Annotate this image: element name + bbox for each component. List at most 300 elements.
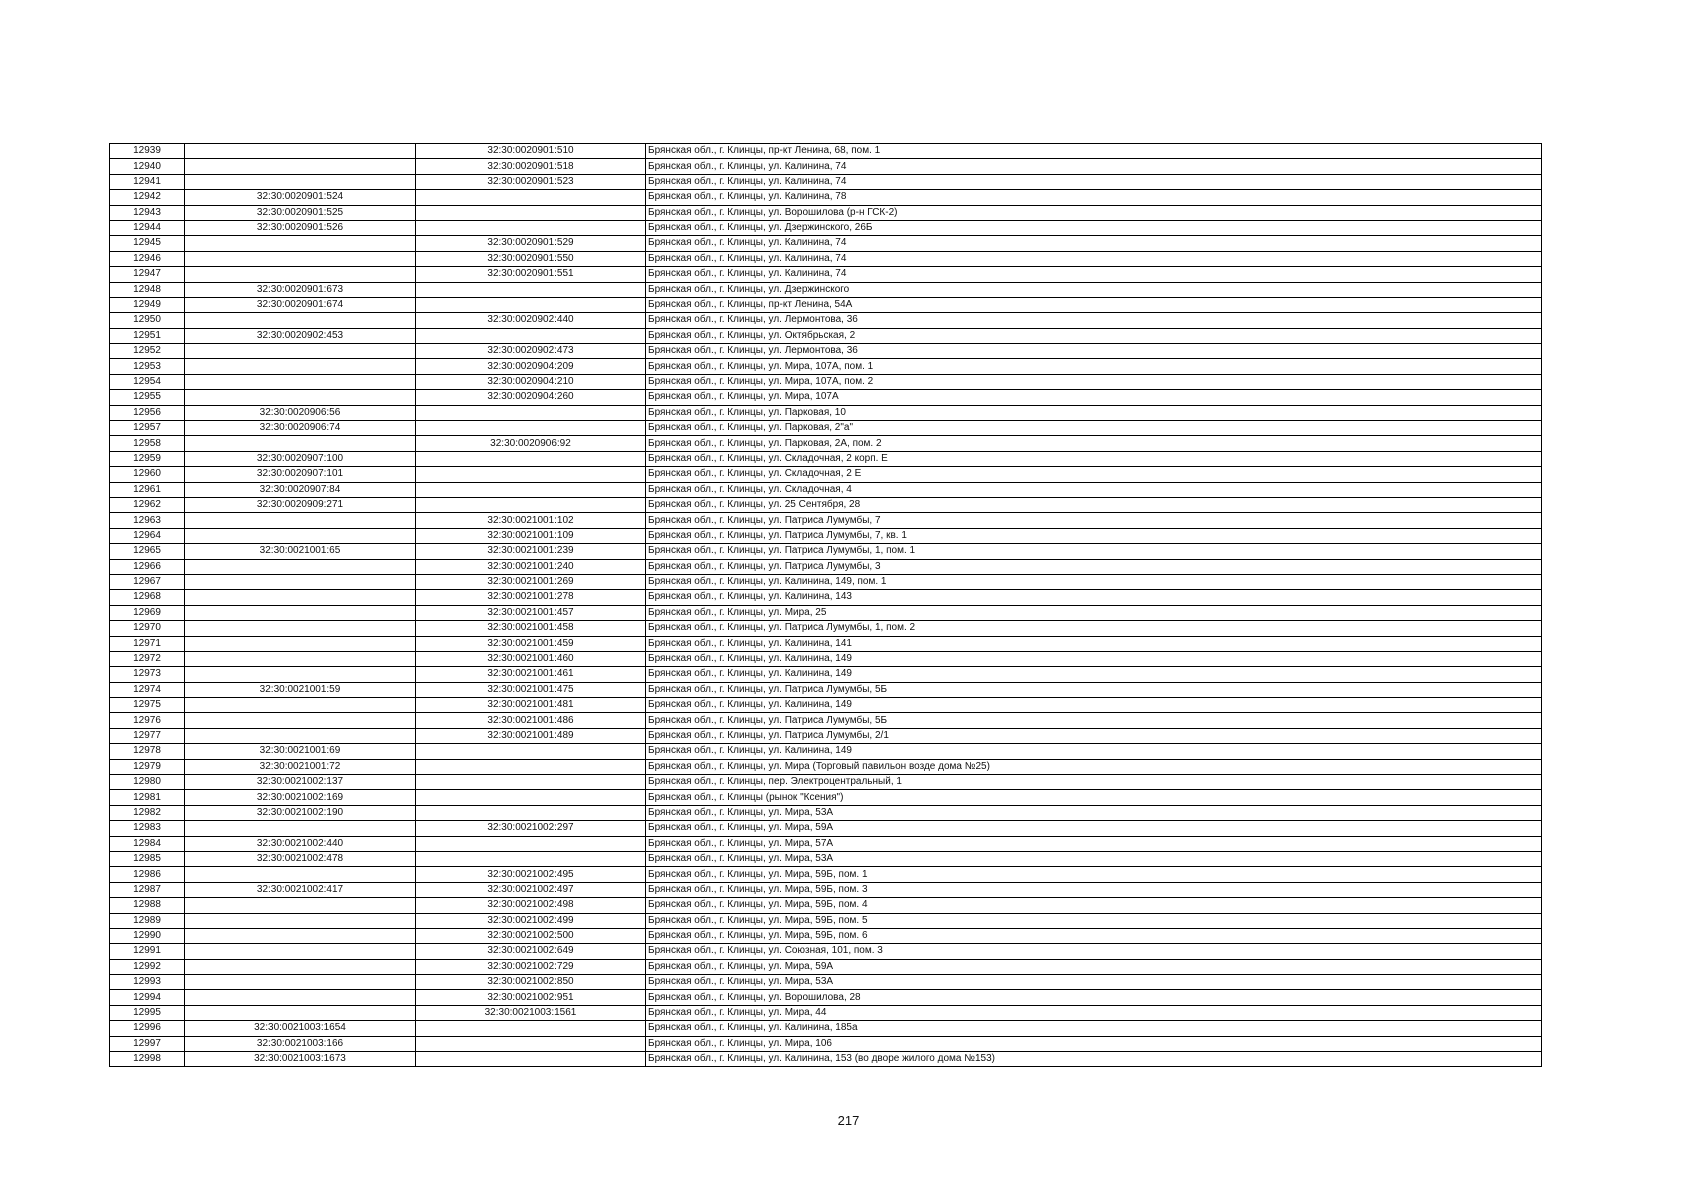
building-cadastral-number-cell: 32:30:0021001:457 bbox=[416, 605, 646, 620]
table-row bbox=[110, 528, 1542, 543]
table-row bbox=[110, 174, 1542, 189]
land-cadastral-number-cell bbox=[185, 728, 416, 743]
building-cadastral-number-cell bbox=[416, 497, 646, 512]
land-cadastral-number-cell: 32:30:0021002:169 bbox=[185, 790, 416, 805]
table-row bbox=[110, 1036, 1542, 1051]
land-cadastral-number-cell bbox=[185, 159, 416, 174]
land-cadastral-number-cell: 32:30:0021003:1673 bbox=[185, 1052, 416, 1067]
address-cell: Брянская обл., г. Клинцы, ул. Мира, 59А bbox=[646, 959, 1542, 974]
land-cadastral-number-cell bbox=[185, 267, 416, 282]
address-cell: Брянская обл., г. Клинцы, ул. Лермонтова, 36 bbox=[646, 344, 1542, 359]
building-cadastral-number-cell bbox=[416, 1021, 646, 1036]
building-cadastral-number-cell: 32:30:0020901:510 bbox=[416, 144, 646, 159]
building-cadastral-number-cell bbox=[416, 1036, 646, 1051]
building-cadastral-number-cell bbox=[416, 759, 646, 774]
address-cell: Брянская обл., г. Клинцы, ул. Патриса Лумумбы, 2/1 bbox=[646, 728, 1542, 743]
row-number-cell: 12997 bbox=[110, 1036, 185, 1051]
address-cell: Брянская обл., г. Клинцы, ул. Калинина, 74 bbox=[646, 267, 1542, 282]
table-row bbox=[110, 882, 1542, 897]
land-cadastral-number-cell bbox=[185, 667, 416, 682]
land-cadastral-number-cell bbox=[185, 698, 416, 713]
table-row bbox=[110, 590, 1542, 605]
address-cell: Брянская обл., г. Клинцы, ул. Мира, 53А bbox=[646, 805, 1542, 820]
land-cadastral-number-cell: 32:30:0020907:100 bbox=[185, 451, 416, 466]
address-cell: Брянская обл., г. Клинцы, ул. Калинина, 185а bbox=[646, 1021, 1542, 1036]
address-cell: Брянская обл., г. Клинцы, ул. Патриса Лумумбы, 5Б bbox=[646, 682, 1542, 697]
building-cadastral-number-cell bbox=[416, 467, 646, 482]
table-row bbox=[110, 374, 1542, 389]
building-cadastral-number-cell bbox=[416, 836, 646, 851]
row-number-cell: 12989 bbox=[110, 913, 185, 928]
building-cadastral-number-cell: 32:30:0021001:458 bbox=[416, 621, 646, 636]
building-cadastral-number-cell bbox=[416, 205, 646, 220]
address-cell: Брянская обл., г. Клинцы (рынок "Ксения") bbox=[646, 790, 1542, 805]
row-number-cell: 12983 bbox=[110, 821, 185, 836]
building-cadastral-number-cell: 32:30:0020901:550 bbox=[416, 251, 646, 266]
building-cadastral-number-cell: 32:30:0021001:269 bbox=[416, 574, 646, 589]
land-cadastral-number-cell: 32:30:0021003:1654 bbox=[185, 1021, 416, 1036]
row-number-cell: 12971 bbox=[110, 636, 185, 651]
building-cadastral-number-cell bbox=[416, 282, 646, 297]
land-cadastral-number-cell: 32:30:0020907:84 bbox=[185, 482, 416, 497]
land-cadastral-number-cell bbox=[185, 313, 416, 328]
building-cadastral-number-cell bbox=[416, 405, 646, 420]
address-cell: Брянская обл., г. Клинцы, ул. Калинина, 74 bbox=[646, 159, 1542, 174]
address-cell: Брянская обл., г. Клинцы, ул. Патриса Лумумбы, 1, пом. 1 bbox=[646, 544, 1542, 559]
building-cadastral-number-cell: 32:30:0021001:486 bbox=[416, 713, 646, 728]
table-row bbox=[110, 975, 1542, 990]
table-row bbox=[110, 497, 1542, 512]
land-cadastral-number-cell: 32:30:0021002:417 bbox=[185, 882, 416, 897]
building-cadastral-number-cell bbox=[416, 744, 646, 759]
address-cell: Брянская обл., г. Клинцы, ул. Мира, 59Б, пом. 3 bbox=[646, 882, 1542, 897]
land-cadastral-number-cell bbox=[185, 913, 416, 928]
land-cadastral-number-cell: 32:30:0021001:69 bbox=[185, 744, 416, 759]
row-number-cell: 12994 bbox=[110, 990, 185, 1005]
address-cell: Брянская обл., г. Клинцы, ул. Союзная, 101, пом. 3 bbox=[646, 944, 1542, 959]
table-row bbox=[110, 867, 1542, 882]
building-cadastral-number-cell: 32:30:0021002:499 bbox=[416, 913, 646, 928]
land-cadastral-number-cell bbox=[185, 574, 416, 589]
address-cell: Брянская обл., г. Клинцы, ул. Мира, 107А, пом. 2 bbox=[646, 374, 1542, 389]
building-cadastral-number-cell: 32:30:0021001:240 bbox=[416, 559, 646, 574]
row-number-cell: 12987 bbox=[110, 882, 185, 897]
table-row bbox=[110, 559, 1542, 574]
building-cadastral-number-cell: 32:30:0020901:518 bbox=[416, 159, 646, 174]
land-cadastral-number-cell bbox=[185, 436, 416, 451]
table-row bbox=[110, 421, 1542, 436]
row-number-cell: 12940 bbox=[110, 159, 185, 174]
land-cadastral-number-cell bbox=[185, 821, 416, 836]
land-cadastral-number-cell: 32:30:0021003:166 bbox=[185, 1036, 416, 1051]
building-cadastral-number-cell bbox=[416, 220, 646, 235]
row-number-cell: 12951 bbox=[110, 328, 185, 343]
land-cadastral-number-cell bbox=[185, 251, 416, 266]
table-row bbox=[110, 467, 1542, 482]
building-cadastral-number-cell: 32:30:0021001:459 bbox=[416, 636, 646, 651]
row-number-cell: 12958 bbox=[110, 436, 185, 451]
table-row bbox=[110, 667, 1542, 682]
row-number-cell: 12978 bbox=[110, 744, 185, 759]
address-cell: Брянская обл., г. Клинцы, пр-кт Ленина, 54А bbox=[646, 297, 1542, 312]
building-cadastral-number-cell bbox=[416, 421, 646, 436]
address-cell: Брянская обл., г. Клинцы, ул. Мира, 44 bbox=[646, 1005, 1542, 1020]
land-cadastral-number-cell bbox=[185, 374, 416, 389]
table-row bbox=[110, 744, 1542, 759]
address-cell: Брянская обл., г. Клинцы, ул. Калинина, 149 bbox=[646, 744, 1542, 759]
land-cadastral-number-cell bbox=[185, 959, 416, 974]
land-cadastral-number-cell: 32:30:0021002:440 bbox=[185, 836, 416, 851]
table-row bbox=[110, 482, 1542, 497]
address-cell: Брянская обл., г. Клинцы, ул. Калинина, 74 bbox=[646, 251, 1542, 266]
land-cadastral-number-cell bbox=[185, 513, 416, 528]
row-number-cell: 12953 bbox=[110, 359, 185, 374]
table-row bbox=[110, 1005, 1542, 1020]
table-row bbox=[110, 282, 1542, 297]
land-cadastral-number-cell bbox=[185, 975, 416, 990]
table-row bbox=[110, 959, 1542, 974]
row-number-cell: 12980 bbox=[110, 775, 185, 790]
address-cell: Брянская обл., г. Клинцы, ул. Калинина, 149 bbox=[646, 651, 1542, 666]
address-cell: Брянская обл., г. Клинцы, ул. Лермонтова, 36 bbox=[646, 313, 1542, 328]
table-row bbox=[110, 605, 1542, 620]
address-cell: Брянская обл., г. Клинцы, ул. Дзержинского bbox=[646, 282, 1542, 297]
row-number-cell: 12954 bbox=[110, 374, 185, 389]
land-cadastral-number-cell: 32:30:0020906:74 bbox=[185, 421, 416, 436]
row-number-cell: 12996 bbox=[110, 1021, 185, 1036]
row-number-cell: 12977 bbox=[110, 728, 185, 743]
land-cadastral-number-cell: 32:30:0021001:65 bbox=[185, 544, 416, 559]
row-number-cell: 12962 bbox=[110, 497, 185, 512]
registry-table bbox=[109, 143, 1542, 1067]
row-number-cell: 12969 bbox=[110, 605, 185, 620]
land-cadastral-number-cell bbox=[185, 867, 416, 882]
address-cell: Брянская обл., г. Клинцы, ул. Патриса Лумумбы, 7 bbox=[646, 513, 1542, 528]
building-cadastral-number-cell bbox=[416, 851, 646, 866]
table-row bbox=[110, 898, 1542, 913]
address-cell: Брянская обл., г. Клинцы, ул. Калинина, 153 (во дворе жилого дома №153) bbox=[646, 1052, 1542, 1067]
table-row bbox=[110, 328, 1542, 343]
land-cadastral-number-cell bbox=[185, 174, 416, 189]
table-row bbox=[110, 651, 1542, 666]
row-number-cell: 12959 bbox=[110, 451, 185, 466]
table-row bbox=[110, 297, 1542, 312]
table-row bbox=[110, 574, 1542, 589]
land-cadastral-number-cell: 32:30:0021001:59 bbox=[185, 682, 416, 697]
building-cadastral-number-cell: 32:30:0021002:850 bbox=[416, 975, 646, 990]
land-cadastral-number-cell bbox=[185, 590, 416, 605]
row-number-cell: 12967 bbox=[110, 574, 185, 589]
row-number-cell: 12943 bbox=[110, 205, 185, 220]
table-row bbox=[110, 513, 1542, 528]
building-cadastral-number-cell: 32:30:0020904:210 bbox=[416, 374, 646, 389]
row-number-cell: 12961 bbox=[110, 482, 185, 497]
address-cell: Брянская обл., г. Клинцы, ул. Калинина, 149, пом. 1 bbox=[646, 574, 1542, 589]
land-cadastral-number-cell: 32:30:0020906:56 bbox=[185, 405, 416, 420]
address-cell: Брянская обл., г. Клинцы, ул. Мира, 59Б, пом. 4 bbox=[646, 898, 1542, 913]
building-cadastral-number-cell: 32:30:0021002:297 bbox=[416, 821, 646, 836]
row-number-cell: 12952 bbox=[110, 344, 185, 359]
address-cell: Брянская обл., г. Клинцы, ул. Мира, 59Б, пом. 1 bbox=[646, 867, 1542, 882]
building-cadastral-number-cell: 32:30:0021001:278 bbox=[416, 590, 646, 605]
building-cadastral-number-cell: 32:30:0021002:649 bbox=[416, 944, 646, 959]
land-cadastral-number-cell bbox=[185, 713, 416, 728]
building-cadastral-number-cell: 32:30:0020904:209 bbox=[416, 359, 646, 374]
land-cadastral-number-cell: 32:30:0020901:673 bbox=[185, 282, 416, 297]
land-cadastral-number-cell bbox=[185, 621, 416, 636]
table-row bbox=[110, 790, 1542, 805]
land-cadastral-number-cell: 32:30:0020901:526 bbox=[185, 220, 416, 235]
land-cadastral-number-cell: 32:30:0020909:271 bbox=[185, 497, 416, 512]
row-number-cell: 12946 bbox=[110, 251, 185, 266]
table-row bbox=[110, 267, 1542, 282]
address-cell: Брянская обл., г. Клинцы, пр-кт Ленина, 68, пом. 1 bbox=[646, 144, 1542, 159]
building-cadastral-number-cell: 32:30:0020901:551 bbox=[416, 267, 646, 282]
address-cell: Брянская обл., г. Клинцы, ул. Калинина, 149 bbox=[646, 667, 1542, 682]
building-cadastral-number-cell: 32:30:0020902:473 bbox=[416, 344, 646, 359]
page-number: 217 bbox=[837, 1113, 860, 1128]
row-number-cell: 12957 bbox=[110, 421, 185, 436]
row-number-cell: 12955 bbox=[110, 390, 185, 405]
row-number-cell: 12991 bbox=[110, 944, 185, 959]
building-cadastral-number-cell: 32:30:0021001:109 bbox=[416, 528, 646, 543]
table-row bbox=[110, 1021, 1542, 1036]
table-row bbox=[110, 944, 1542, 959]
address-cell: Брянская обл., г. Клинцы, ул. Мира, 106 bbox=[646, 1036, 1542, 1051]
land-cadastral-number-cell bbox=[185, 144, 416, 159]
table-row bbox=[110, 190, 1542, 205]
address-cell: Брянская обл., г. Клинцы, ул. Октябрьская, 2 bbox=[646, 328, 1542, 343]
address-cell: Брянская обл., г. Клинцы, ул. Парковая, 2А, пом. 2 bbox=[646, 436, 1542, 451]
row-number-cell: 12956 bbox=[110, 405, 185, 420]
table-row bbox=[110, 621, 1542, 636]
row-number-cell: 12984 bbox=[110, 836, 185, 851]
land-cadastral-number-cell bbox=[185, 944, 416, 959]
address-cell: Брянская обл., г. Клинцы, ул. Мира (Торговый павильон возде дома №25) bbox=[646, 759, 1542, 774]
row-number-cell: 12964 bbox=[110, 528, 185, 543]
address-cell: Брянская обл., г. Клинцы, ул. Складочная, 2 Е bbox=[646, 467, 1542, 482]
land-cadastral-number-cell bbox=[185, 390, 416, 405]
table-row bbox=[110, 159, 1542, 174]
address-cell: Брянская обл., г. Клинцы, ул. Калинина, 78 bbox=[646, 190, 1542, 205]
row-number-cell: 12965 bbox=[110, 544, 185, 559]
address-cell: Брянская обл., г. Клинцы, ул. Парковая, 2"а" bbox=[646, 421, 1542, 436]
row-number-cell: 12979 bbox=[110, 759, 185, 774]
land-cadastral-number-cell bbox=[185, 928, 416, 943]
building-cadastral-number-cell bbox=[416, 790, 646, 805]
address-cell: Брянская обл., г. Клинцы, ул. Мира, 59Б, пом. 5 bbox=[646, 913, 1542, 928]
table-row bbox=[110, 636, 1542, 651]
row-number-cell: 12972 bbox=[110, 651, 185, 666]
row-number-cell: 12995 bbox=[110, 1005, 185, 1020]
building-cadastral-number-cell: 32:30:0021002:495 bbox=[416, 867, 646, 882]
row-number-cell: 12981 bbox=[110, 790, 185, 805]
land-cadastral-number-cell bbox=[185, 898, 416, 913]
address-cell: Брянская обл., г. Клинцы, ул. Патриса Лумумбы, 7, кв. 1 bbox=[646, 528, 1542, 543]
building-cadastral-number-cell: 32:30:0021002:498 bbox=[416, 898, 646, 913]
land-cadastral-number-cell: 32:30:0020901:674 bbox=[185, 297, 416, 312]
table-row bbox=[110, 451, 1542, 466]
row-number-cell: 12950 bbox=[110, 313, 185, 328]
row-number-cell: 12992 bbox=[110, 959, 185, 974]
table-row bbox=[110, 436, 1542, 451]
address-cell: Брянская обл., г. Клинцы, ул. Дзержинского, 26Б bbox=[646, 220, 1542, 235]
table-row bbox=[110, 344, 1542, 359]
land-cadastral-number-cell bbox=[185, 559, 416, 574]
land-cadastral-number-cell: 32:30:0021002:190 bbox=[185, 805, 416, 820]
building-cadastral-number-cell: 32:30:0021001:239 bbox=[416, 544, 646, 559]
table-row bbox=[110, 405, 1542, 420]
row-number-cell: 12968 bbox=[110, 590, 185, 605]
building-cadastral-number-cell: 32:30:0021001:461 bbox=[416, 667, 646, 682]
table-row bbox=[110, 251, 1542, 266]
table-row bbox=[110, 544, 1542, 559]
address-cell: Брянская обл., г. Клинцы, ул. 25 Сентября, 28 bbox=[646, 497, 1542, 512]
building-cadastral-number-cell: 32:30:0021001:481 bbox=[416, 698, 646, 713]
building-cadastral-number-cell bbox=[416, 805, 646, 820]
row-number-cell: 12988 bbox=[110, 898, 185, 913]
table-row bbox=[110, 836, 1542, 851]
land-cadastral-number-cell bbox=[185, 344, 416, 359]
row-number-cell: 12960 bbox=[110, 467, 185, 482]
row-number-cell: 12985 bbox=[110, 851, 185, 866]
address-cell: Брянская обл., г. Клинцы, ул. Калинина, 74 bbox=[646, 236, 1542, 251]
address-cell: Брянская обл., г. Клинцы, ул. Калинина, 141 bbox=[646, 636, 1542, 651]
table-row bbox=[110, 713, 1542, 728]
address-cell: Брянская обл., г. Клинцы, ул. Складочная, 4 bbox=[646, 482, 1542, 497]
address-cell: Брянская обл., г. Клинцы, ул. Ворошилова (р-н ГСК-2) bbox=[646, 205, 1542, 220]
row-number-cell: 12976 bbox=[110, 713, 185, 728]
building-cadastral-number-cell: 32:30:0021002:729 bbox=[416, 959, 646, 974]
row-number-cell: 12941 bbox=[110, 174, 185, 189]
row-number-cell: 12939 bbox=[110, 144, 185, 159]
land-cadastral-number-cell: 32:30:0021002:137 bbox=[185, 775, 416, 790]
row-number-cell: 12990 bbox=[110, 928, 185, 943]
address-cell: Брянская обл., г. Клинцы, ул. Патриса Лумумбы, 3 bbox=[646, 559, 1542, 574]
building-cadastral-number-cell: 32:30:0020902:440 bbox=[416, 313, 646, 328]
building-cadastral-number-cell bbox=[416, 775, 646, 790]
table-row bbox=[110, 313, 1542, 328]
address-cell: Брянская обл., г. Клинцы, ул. Мира, 107А, пом. 1 bbox=[646, 359, 1542, 374]
address-cell: Брянская обл., г. Клинцы, ул. Мира, 57А bbox=[646, 836, 1542, 851]
row-number-cell: 12949 bbox=[110, 297, 185, 312]
building-cadastral-number-cell bbox=[416, 190, 646, 205]
table-row bbox=[110, 144, 1542, 159]
row-number-cell: 12970 bbox=[110, 621, 185, 636]
row-number-cell: 12998 bbox=[110, 1052, 185, 1067]
table-row bbox=[110, 390, 1542, 405]
address-cell: Брянская обл., г. Клинцы, ул. Ворошилова, 28 bbox=[646, 990, 1542, 1005]
address-cell: Брянская обл., г. Клинцы, ул. Калинина, 143 bbox=[646, 590, 1542, 605]
land-cadastral-number-cell bbox=[185, 990, 416, 1005]
table-row bbox=[110, 220, 1542, 235]
building-cadastral-number-cell bbox=[416, 451, 646, 466]
row-number-cell: 12982 bbox=[110, 805, 185, 820]
address-cell: Брянская обл., г. Клинцы, ул. Калинина, 74 bbox=[646, 174, 1542, 189]
table-row bbox=[110, 913, 1542, 928]
building-cadastral-number-cell bbox=[416, 482, 646, 497]
building-cadastral-number-cell: 32:30:0020906:92 bbox=[416, 436, 646, 451]
row-number-cell: 12945 bbox=[110, 236, 185, 251]
table-row bbox=[110, 728, 1542, 743]
building-cadastral-number-cell: 32:30:0020904:260 bbox=[416, 390, 646, 405]
table-row bbox=[110, 851, 1542, 866]
building-cadastral-number-cell: 32:30:0021002:500 bbox=[416, 928, 646, 943]
building-cadastral-number-cell: 32:30:0021002:951 bbox=[416, 990, 646, 1005]
building-cadastral-number-cell: 32:30:0021001:489 bbox=[416, 728, 646, 743]
row-number-cell: 12966 bbox=[110, 559, 185, 574]
table-row bbox=[110, 205, 1542, 220]
address-cell: Брянская обл., г. Клинцы, ул. Мира, 59Б, пом. 6 bbox=[646, 928, 1542, 943]
table-row bbox=[110, 759, 1542, 774]
building-cadastral-number-cell: 32:30:0021001:102 bbox=[416, 513, 646, 528]
row-number-cell: 12975 bbox=[110, 698, 185, 713]
building-cadastral-number-cell bbox=[416, 1052, 646, 1067]
land-cadastral-number-cell bbox=[185, 528, 416, 543]
land-cadastral-number-cell bbox=[185, 636, 416, 651]
land-cadastral-number-cell bbox=[185, 651, 416, 666]
row-number-cell: 12948 bbox=[110, 282, 185, 297]
land-cadastral-number-cell: 32:30:0020902:453 bbox=[185, 328, 416, 343]
address-cell: Брянская обл., г. Клинцы, ул. Парковая, 10 bbox=[646, 405, 1542, 420]
table-row bbox=[110, 928, 1542, 943]
row-number-cell: 12986 bbox=[110, 867, 185, 882]
land-cadastral-number-cell bbox=[185, 1005, 416, 1020]
table-row bbox=[110, 990, 1542, 1005]
row-number-cell: 12944 bbox=[110, 220, 185, 235]
table-row bbox=[110, 698, 1542, 713]
registry-table-body bbox=[110, 144, 1542, 1067]
land-cadastral-number-cell: 32:30:0021001:72 bbox=[185, 759, 416, 774]
land-cadastral-number-cell bbox=[185, 359, 416, 374]
address-cell: Брянская обл., г. Клинцы, ул. Мира, 25 bbox=[646, 605, 1542, 620]
row-number-cell: 12942 bbox=[110, 190, 185, 205]
address-cell: Брянская обл., г. Клинцы, ул. Складочная, 2 корп. Е bbox=[646, 451, 1542, 466]
land-cadastral-number-cell: 32:30:0020907:101 bbox=[185, 467, 416, 482]
address-cell: Брянская обл., г. Клинцы, ул. Мира, 53А bbox=[646, 975, 1542, 990]
land-cadastral-number-cell bbox=[185, 605, 416, 620]
address-cell: Брянская обл., г. Клинцы, ул. Мира, 53А bbox=[646, 851, 1542, 866]
table-row bbox=[110, 682, 1542, 697]
address-cell: Брянская обл., г. Клинцы, ул. Мира, 107А bbox=[646, 390, 1542, 405]
table-row bbox=[110, 821, 1542, 836]
land-cadastral-number-cell: 32:30:0021002:478 bbox=[185, 851, 416, 866]
row-number-cell: 12993 bbox=[110, 975, 185, 990]
building-cadastral-number-cell: 32:30:0020901:529 bbox=[416, 236, 646, 251]
land-cadastral-number-cell: 32:30:0020901:524 bbox=[185, 190, 416, 205]
land-cadastral-number-cell bbox=[185, 236, 416, 251]
table-row bbox=[110, 775, 1542, 790]
building-cadastral-number-cell: 32:30:0021002:497 bbox=[416, 882, 646, 897]
row-number-cell: 12973 bbox=[110, 667, 185, 682]
land-cadastral-number-cell: 32:30:0020901:525 bbox=[185, 205, 416, 220]
address-cell: Брянская обл., г. Клинцы, ул. Патриса Лумумбы, 1, пом. 2 bbox=[646, 621, 1542, 636]
row-number-cell: 12963 bbox=[110, 513, 185, 528]
row-number-cell: 12947 bbox=[110, 267, 185, 282]
building-cadastral-number-cell: 32:30:0021001:475 bbox=[416, 682, 646, 697]
building-cadastral-number-cell bbox=[416, 297, 646, 312]
row-number-cell: 12974 bbox=[110, 682, 185, 697]
address-cell: Брянская обл., г. Клинцы, ул. Калинина, 149 bbox=[646, 698, 1542, 713]
address-cell: Брянская обл., г. Клинцы, пер. Электроцентральный, 1 bbox=[646, 775, 1542, 790]
table-row bbox=[110, 805, 1542, 820]
address-cell: Брянская обл., г. Клинцы, ул. Мира, 59А bbox=[646, 821, 1542, 836]
table-row bbox=[110, 236, 1542, 251]
building-cadastral-number-cell: 32:30:0021003:1561 bbox=[416, 1005, 646, 1020]
table-row bbox=[110, 1052, 1542, 1067]
building-cadastral-number-cell: 32:30:0020901:523 bbox=[416, 174, 646, 189]
address-cell: Брянская обл., г. Клинцы, ул. Патриса Лумумбы, 5Б bbox=[646, 713, 1542, 728]
